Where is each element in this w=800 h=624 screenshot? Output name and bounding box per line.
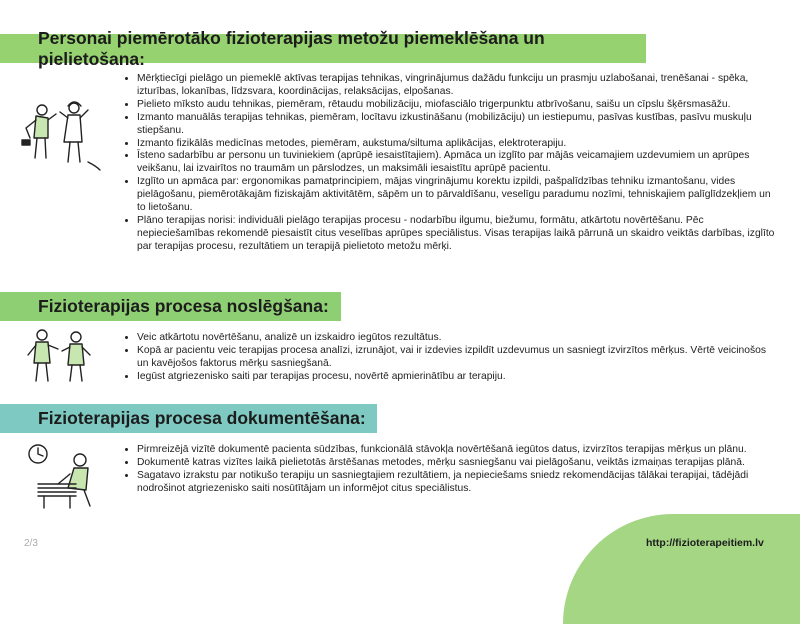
documentation-list	[121, 444, 777, 496]
list-item: • Sagatavo izrakstu par notikušo terapiju un sasniegtajiem rezultātiem, ja nepieciešams sniedz rekomendācijas tālākai terapijai, tādējādi nodrošinot atgriezenisko saiti nosūtītājam un informējot citus speciālistus.	[137, 470, 777, 496]
list-item: • Pielieto mīksto audu tehnikas, piemēram, rētaudu mobilizāciju, miofasciālo trigerpunktu atbrīvošanu, saišu un cīpslu šķērsmasāžu.	[137, 99, 777, 112]
footer-decoration	[563, 514, 800, 624]
list-item: • Izmanto fizikālās medicīnas metodes, piemēram, aukstuma/siltuma aplikācijas, elektroterapiju.	[137, 138, 777, 151]
list-item: • Pirmreizējā vizītē dokumentē pacienta sūdzības, funkcionālā stāvokļa novērtēšanā iegūtos datus, izvirzītos terapijas mērķus un plānu.	[137, 444, 777, 457]
consultation-illustration	[22, 325, 102, 385]
list-item: • Plāno terapijas norisi: individuāli pielāgo terapijas procesu - nodarbību ilgumu, biežumu, formātu, atkārtotu novērtēšanu. Pēc nepieciešamības rekomendē piesaistīt citus veselības aprūpes speciālistus. Visas terapijas laikā pārrunā un skaidro veiktās darbības, izglīto par terapijas procesu, rezultātiem un terapijā pielietoto metožu mērķi.	[137, 215, 777, 254]
section-heading-methods	[0, 27, 646, 69]
section-heading-documentation	[0, 404, 377, 433]
section-heading-documentation-text: Fizioterapijas procesa dokumentēšana:	[38, 408, 366, 428]
section-heading-closing-text: Fizioterapijas procesa noslēgšana:	[38, 296, 329, 316]
section-heading-closing	[0, 292, 341, 321]
closing-list	[121, 332, 777, 384]
section-heading-methods-text: Personai piemērotāko fizioterapijas metožu piemeklēšana un pielietošana:	[38, 27, 545, 69]
list-item: • Mērķtiecīgi pielāgo un piemeklē aktīvas terapijas tehnikas, vingrinājumus dažādu funkciju un prasmju uzlabošanai, trenēšanai - spēka, izturības, lokanības, līdzsvara, koordinācijas, relaksācijas, elpošanas.	[137, 73, 777, 99]
list-item: • Veic atkārtotu novērtēšanu, analizē un izskaidro iegūtos rezultātus.	[137, 332, 777, 345]
therapy-exercise-illustration	[18, 100, 108, 180]
list-item: • Īsteno sadarbību ar personu un tuviniekiem (aprūpē iesaistītajiem). Apmāca un izglīto par mājās veicamajiem uzdevumiem un aprūpes veikšanu, lai izvairītos no traumām un pārslodzes, un maksimāli iesaistītu aprūpē pacientu.	[137, 150, 777, 176]
methods-list	[121, 73, 777, 254]
list-item: • Izglīto un apmāca par: ergonomikas pamatprincipiem, mājas vingrinājumu korektu izpildi, pašpalīdzības tehniku izmantošanu, vides pielāgošanu, piemērotākajām fiziskajām aktivitātēm, sāpēm un to pārvaldīšanu, veselīgu paradumu nozīmi, tehniskajiem palīglīdzekļiem un to lietošanu.	[137, 176, 777, 215]
list-item: • Dokumentē katras vizītes laikā pielietotās ārstēšanas metodes, mērķu sasniegšanu vai pielāgošanu, veiktās izmaiņas terapijas plānā.	[137, 457, 777, 470]
list-item: • Iegūst atgriezenisko saiti par terapijas procesu, novērtē apmierinātību ar terapiju.	[137, 371, 777, 384]
page-number: 2/3	[24, 538, 38, 549]
list-item: • Kopā ar pacientu veic terapijas procesa analīzi, izrunājot, vai ir izdevies izpildīt uzdevumus un sasniegt izvirzītos mērķus. Vērtē veicinošos un kavējošos faktorus mērķu sasniegšanā.	[137, 345, 777, 371]
website-link[interactable]: http://fizioterapeitiem.lv	[646, 537, 764, 549]
list-item: • Izmanto manuālās terapijas tehnikas, piemēram, locītavu izkustināšanu (mobilizāciju) un iestiepumu, pasīvas kustības, pasīvu muskuļu stiepšanu.	[137, 112, 777, 138]
documentation-illustration	[24, 440, 104, 510]
